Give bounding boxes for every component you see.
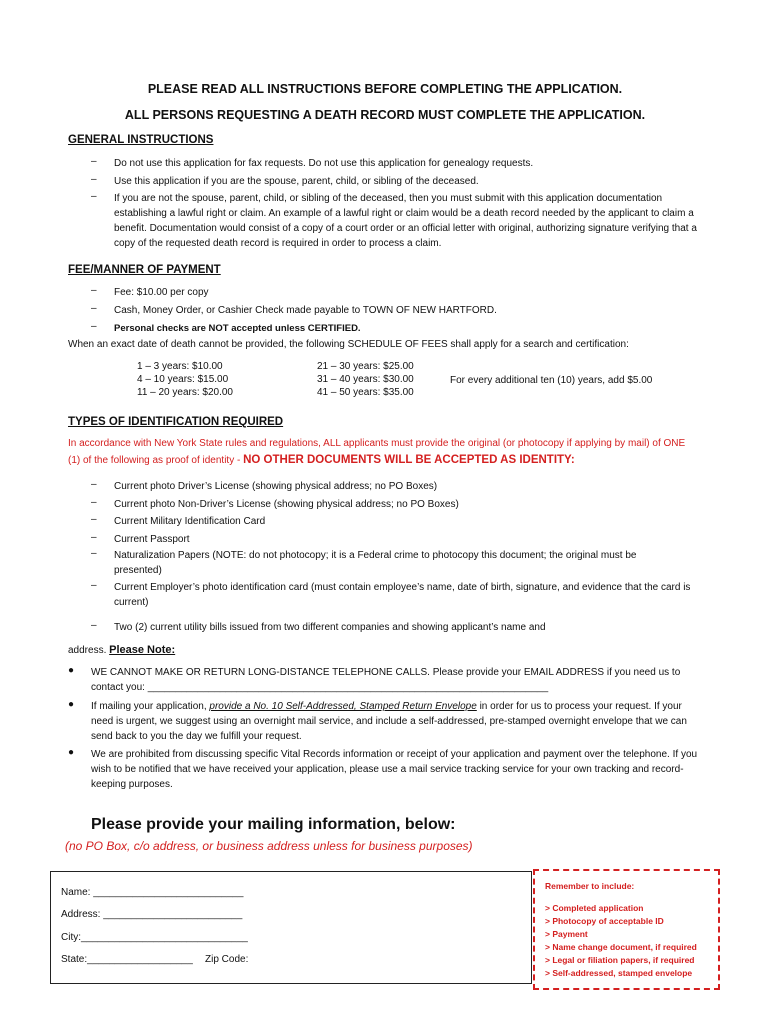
state-field[interactable]: State:___________________ [61,954,193,965]
fee-heading: FEE/MANNER OF PAYMENT [68,264,221,276]
reminder-item: > Self-addressed, stamped envelope [545,968,693,978]
id-tail-text: address. [68,645,110,656]
id-item-5: Naturalization Papers (NOTE: do not photocopy; it is a Federal crime to photocopy this document; the original must be presented) [114,550,637,576]
fee-item-2: Cash, Money Order, or Cashier Check made payable to TOWN OF NEW HARTFORD. [114,305,497,316]
reminder-title: Remember to include: [545,881,635,891]
return-envelope-requirement: provide a No. 10 Self-Addressed, Stamped Return Envelope [209,701,477,712]
name-field[interactable]: Name: ___________________________ [61,887,244,898]
fee-row: 21 – 30 years: $25.00 [317,361,414,372]
bullet-marker: ● [68,747,75,758]
fee-additional-note: For every additional ten (10) years, add $5.00 [450,375,653,386]
note-telephone: We are prohibited from discussing specific Vital Records information or receipt of your application and payment over the telephone. If you wish to be notified that we have received your application, please use a mail service tracking service for your own tracking and record-keeping purposes. [91,749,698,790]
please-note-label: Please Note: [109,644,176,656]
reminder-box [533,869,720,990]
dash-marker: – [91,514,97,525]
reminder-item: > Name change document, if required [545,942,697,952]
zip-code-field[interactable]: Zip Code: [205,954,249,965]
fee-row: 1 – 3 years: $10.00 [137,361,223,372]
dash-marker: – [91,303,97,314]
mailing-title: Please provide your mailing information, below: [91,816,456,833]
id-item-1: Current photo Driver’s License (showing physical address; no PO Boxes) [114,481,438,492]
bullet-marker: ● [68,699,75,710]
dash-marker: – [91,174,97,185]
note-long-distance: WE CANNOT MAKE OR RETURN LONG-DISTANCE TELEPHONE CALLS. Please provide your EMAIL ADDRESS if you need us to contact you: ________________________________________________________________________ [91,667,681,693]
identification-intro [68,436,698,469]
fee-row: 31 – 40 years: $30.00 [317,374,414,385]
reminder-item: > Completed application [545,903,644,913]
fee-schedule-note: When an exact date of death cannot be provided, the following SCHEDULE OF FEES shall apply for a search and certification: [68,339,629,350]
city-field[interactable]: City:______________________________ [61,932,248,943]
mailing-info-box [50,871,532,984]
identification-intro-warning: NO OTHER DOCUMENTS WILL BE ACCEPTED AS IDENTITY: [243,454,575,466]
main-title-line2: ALL PERSONS REQUESTING A DEATH RECORD MUST COMPLETE THE APPLICATION. [124,108,646,122]
identification-intro-text: In accordance with New York State rules and regulations, ALL applicants must provide the original (or photocopy if applying by mail) of ONE (1) of the following as proof of identity - [68,438,686,466]
id-tail [68,643,175,658]
address-field[interactable]: Address: _________________________ [61,909,243,920]
id-item-6: Current Employer’s photo identification card (must contain employee’s name, date of birth, signature, and evidence that the card is current) [114,582,691,608]
note-mailing-text-rest: in order for us to process your request. If your need is urgent, we suggest using an overnight mail service, and include a self-addressed, pre-stamped overnight envelope that we can send back to you the day we fulfill your request. [91,701,687,742]
reminder-item: > Photocopy of acceptable ID [545,916,664,926]
main-title-line1: PLEASE READ ALL INSTRUCTIONS BEFORE COMPLETING THE APPLICATION. [147,82,623,96]
fee-schedule-col2 [317,360,414,399]
dash-marker: – [91,548,97,559]
dash-marker: – [91,497,97,508]
dash-marker: – [91,285,97,296]
note-mailing [91,699,706,744]
general-item-3: If you are not the spouse, parent, child, or sibling of the deceased, then you must submit with this application documentation establishing a lawful right or claim. An example of a lawful right or claim would be a death record needed by the applicant to claim a benefit. Documentation would consist of a copy of a court order or an official letter with original, authorizing signature verifying that a copy of the requested death record is required in order to process a claim. [114,193,697,249]
identification-heading: TYPES OF IDENTIFICATION REQUIRED [68,416,284,428]
fee-item-1: Fee: $10.00 per copy [114,287,209,298]
general-item-1: Do not use this application for fax requests. Do not use this application for genealogy requests. [114,158,534,169]
dash-marker: – [91,620,97,631]
fee-row: 4 – 10 years: $15.00 [137,374,229,385]
id-item-2: Current photo Non-Driver’s License (showing physical address; no PO Boxes) [114,499,459,510]
dash-marker: – [91,580,97,591]
id-item-7: Two (2) current utility bills issued from two different companies and showing applicant’s name and [114,622,546,633]
fee-schedule-col1 [137,360,233,399]
reminder-list [545,902,697,980]
dash-marker: – [91,479,97,490]
note-mailing-text: If mailing your application, [91,701,210,712]
fee-row: 11 – 20 years: $20.00 [137,387,233,398]
dash-marker: – [91,532,97,543]
fee-row: 41 – 50 years: $35.00 [317,387,414,398]
dash-marker: – [91,321,97,332]
reminder-item: > Legal or filiation papers, if required [545,955,695,965]
general-item-2: Use this application if you are the spouse, parent, child, or sibling of the deceased. [114,176,479,187]
mailing-subtitle: (no PO Box, c/o address, or business address unless for business purposes) [65,839,473,853]
bullet-marker: ● [68,665,75,676]
id-item-4: Current Passport [114,534,190,545]
dash-marker: – [91,156,97,167]
dash-marker: – [91,191,97,202]
fee-item-3: Personal checks are NOT accepted unless CERTIFIED. [114,323,361,334]
id-item-3: Current Military Identification Card [114,516,266,527]
reminder-item: > Payment [545,929,588,939]
general-instructions-heading: GENERAL INSTRUCTIONS [68,134,214,146]
